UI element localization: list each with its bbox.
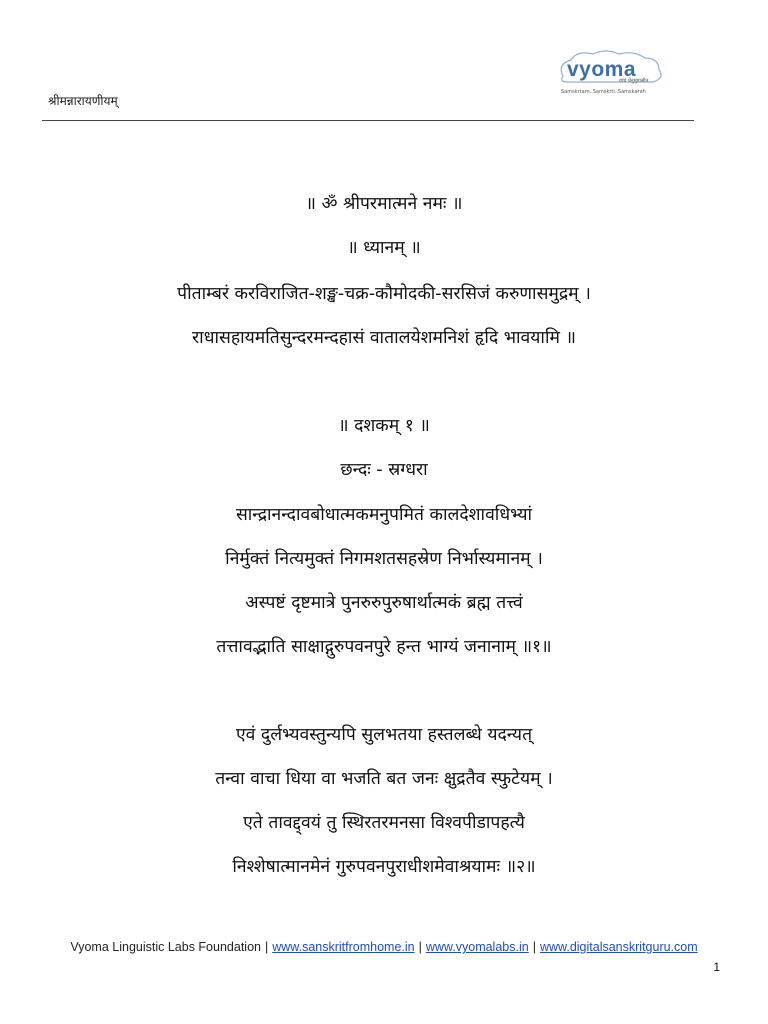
- verse1-line: सान्द्रानन्दावबोधात्मकमनुपमितं कालदेशावधिभ्यां: [235, 505, 533, 525]
- page-number: 1: [713, 960, 720, 974]
- verse1-line: अस्पष्टं दृष्टमात्रे पुनरुरुपुरुषार्थात्मकं ब्रह्म तत्त्वं: [245, 593, 523, 613]
- dashakam-heading: ॥ दशकम् १ ॥: [338, 416, 430, 436]
- verse2-line: तन्वा वाचा धिया वा भजति बत जनः क्षुद्रतैव स्फुटेयम् ।: [215, 769, 553, 789]
- footer-link-vyomalabs[interactable]: www.vyomalabs.in: [425, 940, 529, 954]
- footer-link-digitalsanskritguru[interactable]: www.digitalsanskritguru.com: [539, 940, 698, 954]
- verse2-line: एते तावद्द्वयं तु स्थिरतरमनसा विश्वपीडापहत्यै: [243, 813, 525, 833]
- dhyanam-heading: ॥ ध्यानम् ॥: [347, 238, 421, 258]
- footer-separator: |: [418, 940, 422, 954]
- footer-separator: |: [532, 940, 536, 954]
- logo-tagline: वाचं धेनुमुपासीत: [619, 78, 649, 84]
- header-divider: [42, 120, 694, 121]
- footer-org: Vyoma Linguistic Labs Foundation: [70, 940, 261, 954]
- logo-wordmark: vyoma: [567, 58, 637, 81]
- verse1-line: तत्तावद्भाति साक्षाद्गुरुपवनपुरे हन्त भाग्यं जनानाम् ॥१॥: [216, 637, 552, 657]
- verse2-line: एवं दुर्लभ्यवस्तुन्यपि सुलभतया हस्तलब्धे यदन्यत्: [235, 725, 533, 745]
- verse1-line: निर्मुक्तं नित्यमुक्तं निगमशतसहस्रेण निर्भास्यमानम् ।: [225, 549, 543, 569]
- verse2-line: निश्शेषात्मानमेनं गुरुपवनपुराधीशमेवाश्रयामः ॥२॥: [232, 857, 536, 877]
- invocation: ॥ ॐ श्रीपरमात्मने नमः ॥: [305, 194, 463, 214]
- dhyanam-line: पीताम्बरं करविराजित-शङ्ख-चक्र-कौमोदकी-सरसिजं करुणासमुद्रम् ।: [177, 284, 591, 304]
- footer-link-sanskritfromhome[interactable]: www.sanskritfromhome.in: [272, 940, 415, 954]
- logo-subtitle: Samskrtam..Samskrti..Samskarah: [561, 89, 646, 95]
- page-header-title: श्रीमन्नारायणीयम्: [48, 94, 118, 108]
- footer-separator: |: [264, 940, 269, 954]
- dhyanam-line: राधासहायमतिसुन्दरमन्दहासं वातालयेशमनिशं हृदि भावयामि ॥: [192, 328, 576, 348]
- vyoma-logo: [553, 48, 683, 96]
- footer: [0, 940, 768, 954]
- chandas-line: छन्दः - स्रग्धरा: [340, 460, 428, 480]
